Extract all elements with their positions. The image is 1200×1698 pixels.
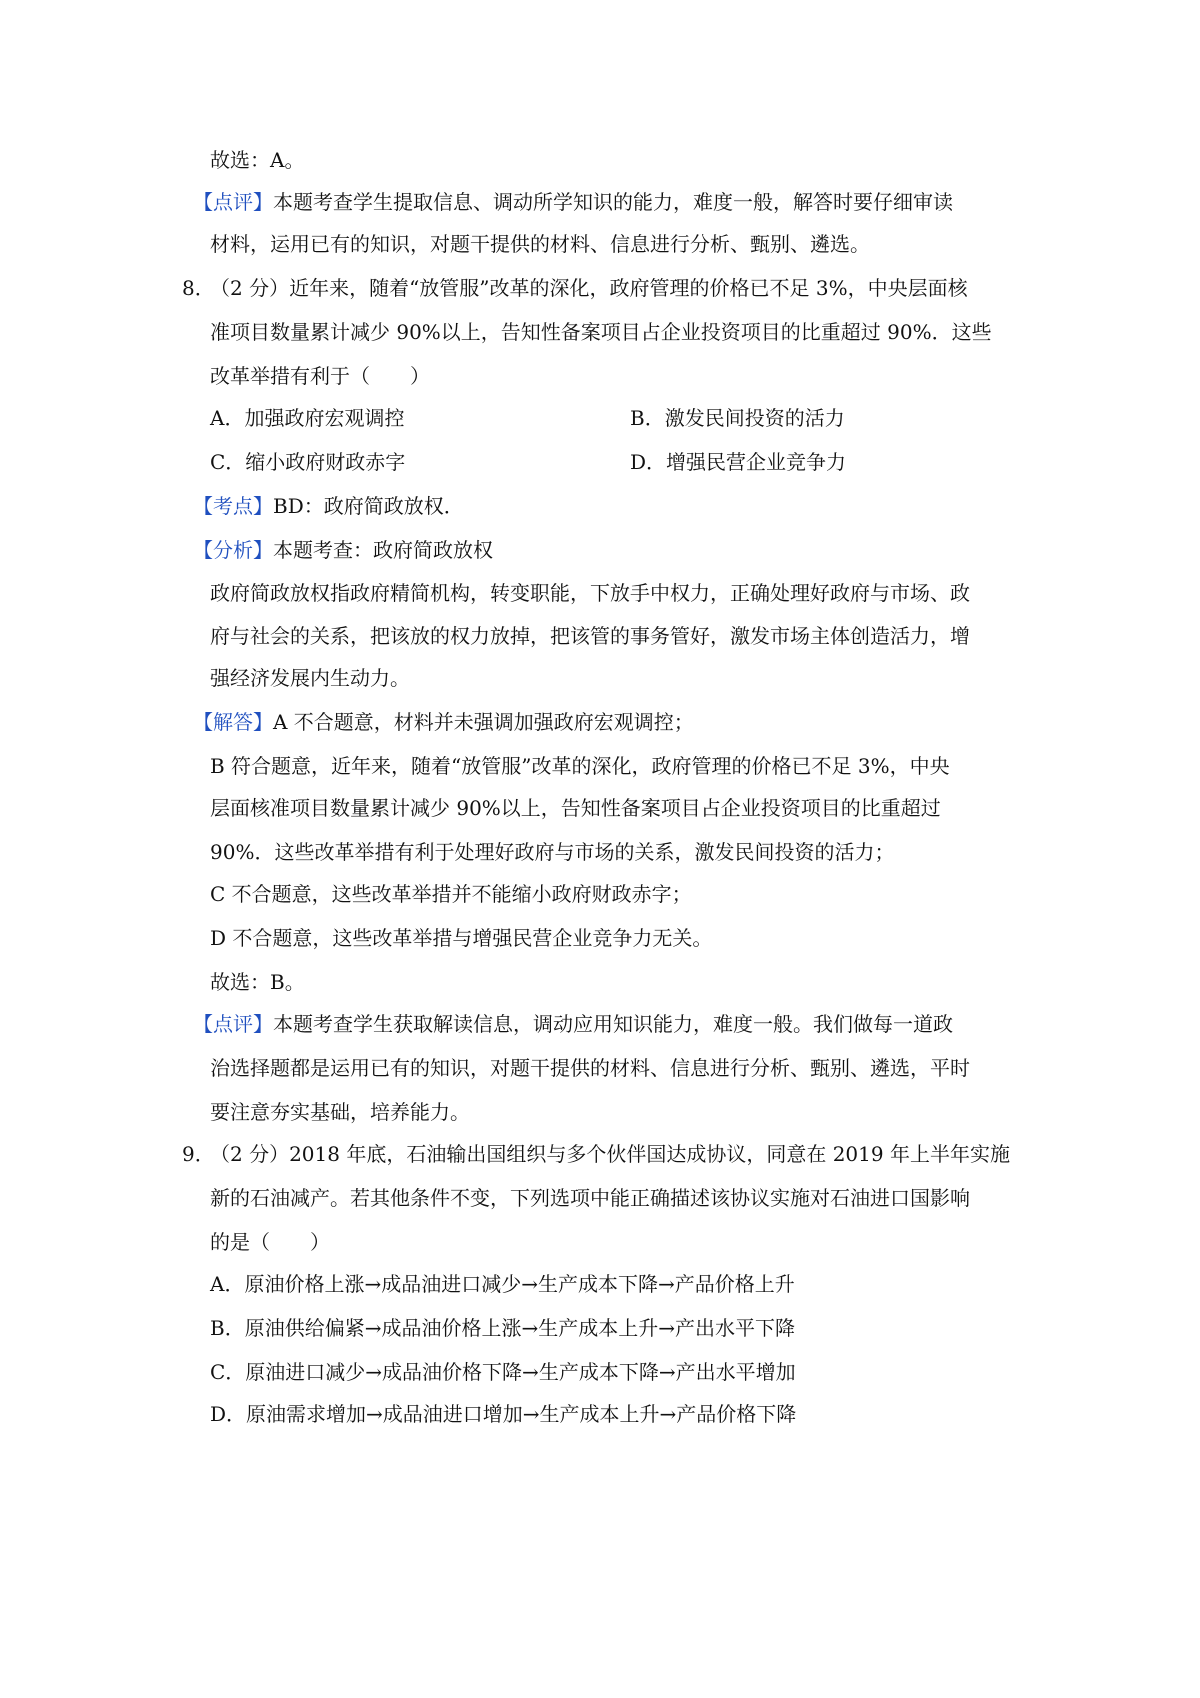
q8-kaodian [193,493,464,519]
q9-option-d: D．原油需求增加→成品油进口增加→生产成本上升→产品价格下降 [210,1402,797,1426]
q8-comment-line2: 治选择题都是运用已有的知识，对题干提供的材料、信息进行分析、甄别、遴选，平时 [210,1056,970,1080]
q8-solution-b1: B 符合题意，近年来，随着“放管服”改革的深化，政府管理的价格已不足 3%，中央 [210,754,950,778]
q8-solution-c: C 不合题意，这些改革举措并不能缩小政府财政赤字； [210,882,692,906]
comment-tag: 【点评】 [193,190,273,214]
q9-stem-text1: （2 分）2018 年底，石油输出国组织与多个伙伴国达成协议，同意在 2019 年上半年实施 [210,1142,1010,1166]
q8-comment-line3: 要注意夯实基础，培养能力。 [210,1100,470,1124]
q8-option-a: A．加强政府宏观调控 [210,406,405,430]
q8-option-b: B．激发民间投资的活力 [630,406,845,430]
analysis-tag: 【分析】 [193,538,273,562]
q8-analysis-line3: 强经济发展内生动力。 [210,666,410,690]
q8-stem-line3: 改革举措有利于（ ） [210,364,430,388]
q8-analysis-line1: 政府简政放权指政府精简机构，转变职能，下放手中权力，正确处理好政府与市场、政 [210,581,970,605]
q8-solution-d: D 不合题意，这些改革举措与增强民营企业竞争力无关。 [210,926,713,950]
q8-option-c: C．缩小政府财政赤字 [210,450,406,474]
q9-stem-line3: 的是（ ） [210,1230,330,1254]
q8-solution-b3: 90%．这些改革举措有利于处理好政府与市场的关系，激发民间投资的活力； [210,840,895,864]
comment-tag: 【点评】 [193,1012,273,1036]
q8-analysis-line2: 府与社会的关系，把该放的权力放掉，把该管的事务管好，激发市场主体创造活力，增 [210,624,970,648]
q8-option-d: D．增强民营企业竞争力 [630,450,847,474]
q8-kaodian-text: BD：政府简政放权． [273,494,464,518]
q7-comment-text: 本题考查学生提取信息、调动所学知识的能力，难度一般，解答时要仔细审读 [273,190,953,214]
q8-answer: 故选：B。 [210,970,305,994]
q7-comment-line1 [193,189,953,215]
q8-analysis [193,537,493,563]
q9-number: 9． [182,1142,215,1166]
q8-solution-a: A 不合题意，材料并未强调加强政府宏观调控； [273,710,694,734]
q9-option-c: C．原油进口减少→成品油价格下降→生产成本下降→产出水平增加 [210,1360,796,1384]
q8-solution-b2: 层面核准项目数量累计减少 90%以上，告知性备案项目占企业投资项目的比重超过 [210,796,941,820]
q8-stem-line2: 准项目数量累计减少 90%以上，告知性备案项目占企业投资项目的比重超过 90%．这些 [210,320,992,344]
q9-stem-line2: 新的石油减产。若其他条件不变，下列选项中能正确描述该协议实施对石油进口国影响 [210,1186,970,1210]
q8-stem-text1: （2 分）近年来，随着“放管服”改革的深化，政府管理的价格已不足 3%，中央层面核 [210,276,968,300]
q7-answer: 故选：A。 [210,148,305,172]
q9-option-b: B．原油供给偏紧→成品油价格上涨→生产成本上升→产出水平下降 [210,1316,795,1340]
q8-number: 8． [182,276,215,300]
q8-comment-line1 [193,1011,953,1037]
q7-comment-line2: 材料，运用已有的知识，对题干提供的材料、信息进行分析、甄别、遴选。 [210,232,870,256]
solution-tag: 【解答】 [193,710,273,734]
q8-comment-text: 本题考查学生获取解读信息，调动应用知识能力，难度一般。我们做每一道政 [273,1012,953,1036]
kaodian-tag: 【考点】 [193,494,273,518]
q9-option-a: A．原油价格上涨→成品油进口减少→生产成本下降→产品价格上升 [210,1272,795,1296]
q8-solution [193,709,694,735]
q8-analysis-text: 本题考查：政府简政放权 [273,538,493,562]
